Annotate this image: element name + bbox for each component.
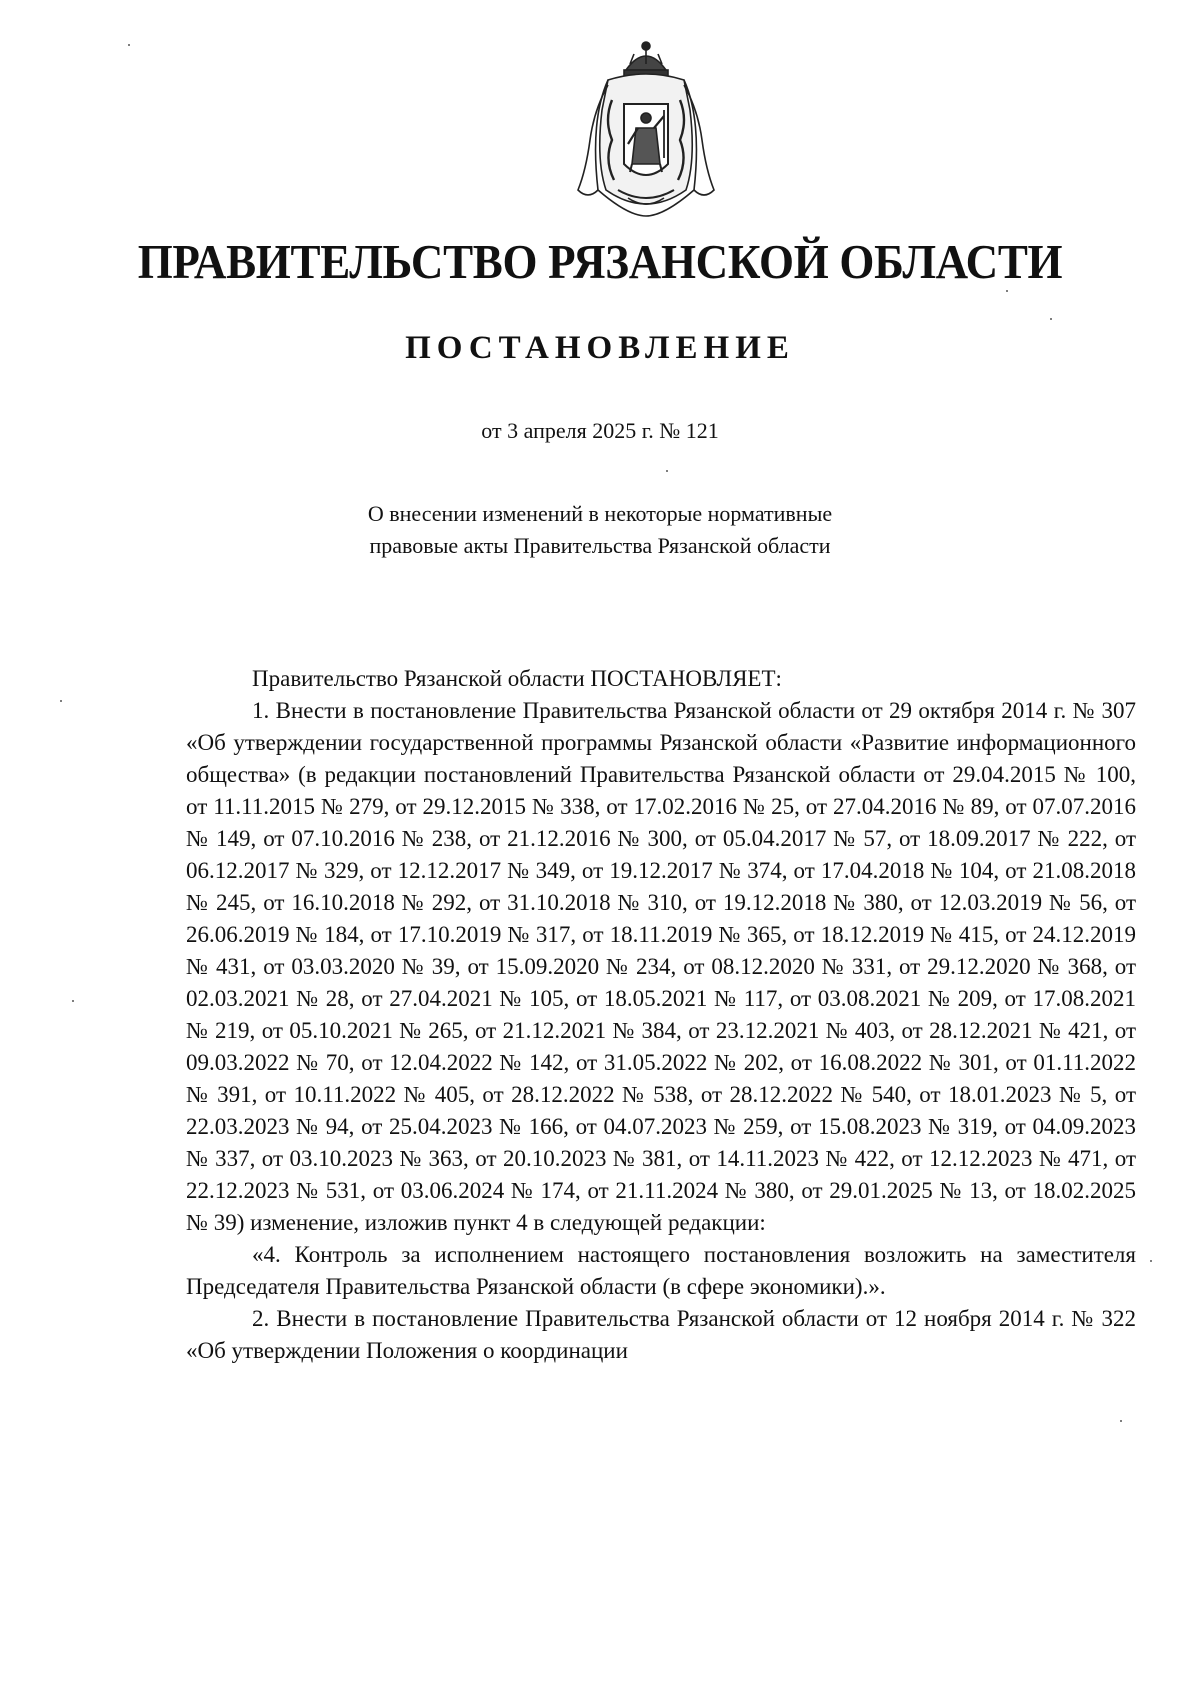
document-date-number: от 3 апреля 2025 г. № 121 bbox=[481, 418, 719, 443]
document-subject bbox=[0, 498, 1200, 562]
intro-paragraph: Правительство Рязанской области ПОСТАНОВЛЯЕТ: bbox=[252, 666, 782, 691]
scan-speck bbox=[128, 44, 130, 46]
scan-speck bbox=[72, 1000, 74, 1002]
government-title: ПРАВИТЕЛЬСТВО РЯЗАНСКОЙ ОБЛАСТИ bbox=[137, 235, 1063, 289]
item-2-paragraph: 2. Внести в постановление Правительства Рязанской области от 12 ноября 2014 г. № 322 «Об утверждении Положения о координации bbox=[186, 1306, 1136, 1363]
subject-line-2: правовые акты Правительства Рязанской области bbox=[369, 533, 831, 558]
document-body bbox=[186, 663, 1136, 1367]
document-type: ПОСТАНОВЛЕНИЕ bbox=[405, 330, 795, 366]
scan-speck bbox=[1120, 1420, 1122, 1422]
scan-speck bbox=[60, 700, 62, 702]
coat-of-arms-emblem bbox=[568, 40, 724, 222]
quoted-item-4-paragraph: «4. Контроль за исполнением настоящего постановления возложить на заместителя Председателя Правительства Рязанской области (в сфере экономики).». bbox=[186, 1242, 1136, 1299]
scan-speck bbox=[666, 470, 668, 472]
subject-line-1: О внесении изменений в некоторые нормативные bbox=[367, 501, 833, 526]
scan-speck bbox=[1006, 290, 1008, 292]
item-1-paragraph: 1. Внести в постановление Правительства Рязанской области от 29 октября 2014 г. № 307 «Об утверждении государственной программы Рязанской области «Развитие информационного общества» (в редакции постановлений Правительства Рязанской области от 29.04.2015 № 100, от 11.11.2015 № 279, от 29.12.2015 № 338, от 17.02.2016 № 25, от 27.04.2016 № 89, от 07.07.2016 № 149, от 07.10.2016 № 238, от 21.12.2016 № 300, от 05.04.2017 № 57, от 18.09.2017 № 222, от 06.12.2017 № 329, от 12.12.2017 № 349, от 19.12.2017 № 374, от 17.04.2018 № 104, от 21.08.2018 № 245, от 16.10.2018 № 292, от 31.10.2018 № 310, от 19.12.2018 № 380, от 12.03.2019 № 56, от 26.06.2019 № 184, от 17.10.2019 № 317, от 18.11.2019 № 365, от 18.12.2019 № 415, от 24.12.2019 № 431, от 03.03.2020 № 39, от 15.09.2020 № 234, от 08.12.2020 № 331, от 29.12.2020 № 368, от 02.03.2021 № 28, от 27.04.2021 № 105, от 18.05.2021 № 117, от 03.08.2021 № 209, от 17.08.2021 № 219, от 05.10.2021 № 265, от 21.12.2021 № 384, от 23.12.2021 № 403, от 28.12.2021 № 421, от 09.03.2022 № 70, от 12.04.2022 № 142, от 31.05.2022 № 202, от 16.08.2022 № 301, от 01.11.2022 № 391, от 10.11.2022 № 405, от 28.12.2022 № 538, от 28.12.2022 № 540, от 18.01.2023 № 5, от 22.03.2023 № 94, от 25.04.2023 № 166, от 04.07.2023 № 259, от 15.08.2023 № 319, от 04.09.2023 № 337, от 03.10.2023 № 363, от 20.10.2023 № 381, от 14.11.2023 № 422, от 12.12.2023 № 471, от 22.12.2023 № 531, от 03.06.2024 № 174, от 21.11.2024 № 380, от 29.01.2025 № 13, от 18.02.2025 № 39) изменение, изложив пункт 4 в следующей редакции: bbox=[186, 698, 1136, 1235]
scan-speck bbox=[1150, 1260, 1152, 1262]
scan-speck bbox=[1050, 318, 1052, 320]
